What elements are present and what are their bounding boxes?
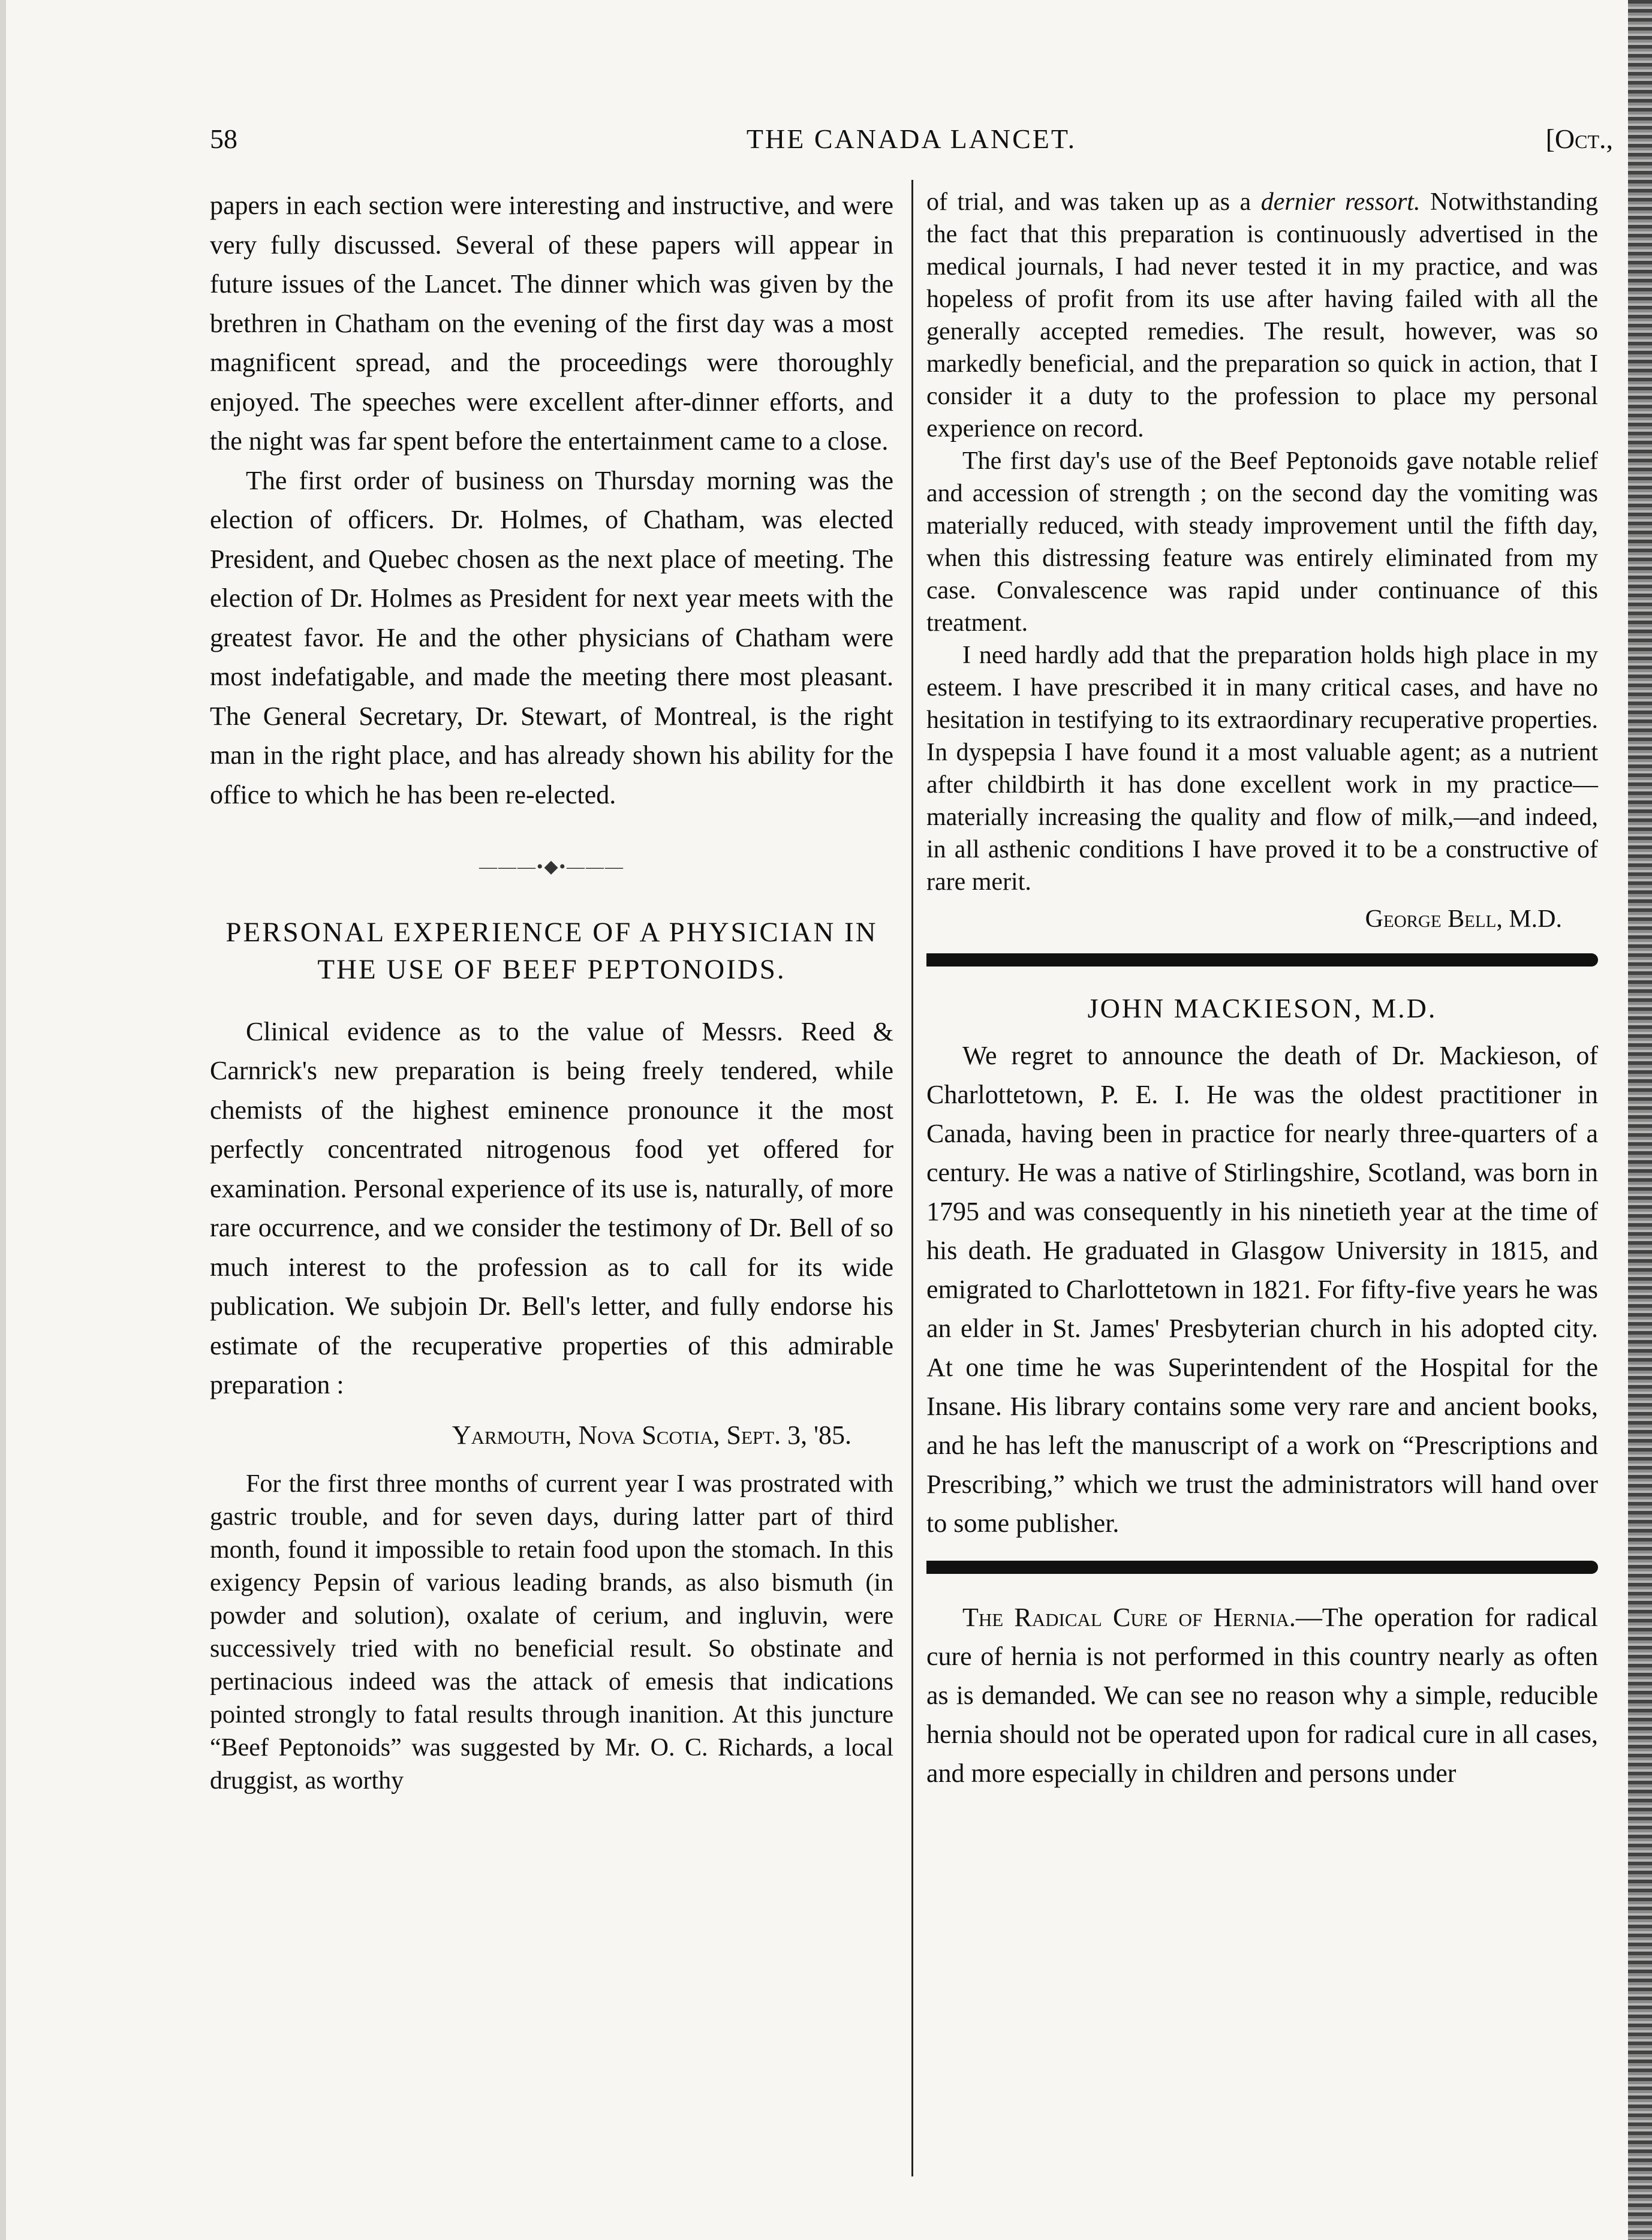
right-column — [926, 186, 1598, 1793]
issue-month: [Oct., — [1545, 124, 1613, 154]
letter-signature: George Bell, M.D. — [1365, 905, 1562, 933]
running-header — [210, 123, 1613, 165]
run-in-heading: The Radical Cure of Hernia. — [962, 1603, 1296, 1632]
letter-paragraph — [926, 186, 1598, 445]
thick-rule — [926, 953, 1598, 967]
article-heading: PERSONAL EXPERIENCE OF A PHYSICIAN IN THE USE OF BEEF PEPTONOIDS. — [225, 916, 878, 985]
letter-paragraph: The first day's use of the Beef Peptonoids gave notable relief and accession of strength ; on the second day the vomiting was materially reduced, with steady improvement until the fifth day, when this distressing feature was entirely eliminated from my case. Convalescence was rapid under continuance of this treatment. — [926, 447, 1598, 637]
journal-title: THE CANADA LANCET. — [746, 124, 1077, 154]
letter-paragraph: For the first three months of current year I was prostrated with gastric trouble, and for seven days, during latter part of third month, found it impossible to retain food upon the stomach. In this exigency Pepsin of various leading brands, as also bismuth (in powder and solution), oxalate of cerium, and ingluvin, were successively tried with no beneficial result. So obstinate and pertinacious indeed was the attack of emesis that indications pointed strongly to fatal results through inanition. At this juncture “Beef Peptonoids” was suggested by Mr. O. C. Richards, a local druggist, as worthy — [210, 1470, 893, 1795]
left-column — [210, 186, 893, 1798]
paragraph: Clinical evidence as to the value of Messrs. Reed & Carnrick's new preparation is being freely tendered, while chemists of the highest eminence pronounce it the most perfectly concentrated nitrogenous food yet offered for examination. Personal experience of its use is, naturally, of more rare occurrence, and we consider the testimony of Dr. Bell of so much interest to the profession as to call for its wide publication. We subjoin Dr. Bell's letter, and fully endorse his estimate of the recuperative properties of this admirable preparation : — [210, 1016, 893, 1399]
paragraph: The first order of business on Thursday morning was the election of officers. Dr. Holmes, of Chatham, was elected President, and Quebec chosen as the next place of meeting. The election of Dr. Holmes as President for next year meets with the greatest favor. He and the other physicians of Chatham were most indefatigable, and made the meeting there most pleasant. The General Secretary, Dr. Stewart, of Montreal, is the right man in the right place, and has already shown his ability for the office to which he has been re-elected. — [210, 465, 893, 809]
text-run: Notwithstanding the fact that this preparation is continuously advertised in the medical journals, I had never tested it in my practice, and was hopeless of profit from its use after having failed with all the generally accepted remedies. The result, however, was so markedly beneficial, and the preparation so quick in action, that I consider it a duty to the profession to place my personal experience on record. — [926, 188, 1598, 442]
text-run: —The operation for radical cure of hernia is not performed in this country nearly as often as is demanded. We can see no reason why a simple, reducible hernia should not be operated upon for radical cure in all cases, and more especially in children and persons under — [926, 1603, 1599, 1788]
column-divider — [911, 180, 913, 2176]
paragraph: papers in each section were interesting and instructive, and were very fully discussed. Several of these papers will appear in future issues of the Lancet. The dinner which was given by the brethren in Chatham on the evening of the first day was a most magnificent spread, and the proceedings were thoroughly enjoyed. The speeches were excellent after-dinner efforts, and the night was far spent before the entertainment came to a close. — [210, 191, 893, 456]
article-paragraph — [926, 1598, 1598, 1793]
letter-paragraph: I need hardly add that the preparation holds high place in my esteem. I have prescribed it in many critical cases, and have no hesitation in testifying to its extraordinary recuperative properties. In dyspepsia I have found it a most valuable agent; as a nutrient after childbirth it has done excellent work in my practice—materially increasing the quality and flow of milk,—and indeed, in all asthenic conditions I have proved it to be a constructive of rare merit. — [926, 642, 1598, 896]
obituary-paragraph: We regret to announce the death of Dr. Mackieson, of Charlottetown, P. E. I. He was the oldest practitioner in Canada, having been in practice for nearly three-quarters of a century. He was a native of Stirlingshire, Scotland, was born in 1795 and was consequently in his ninetieth year at the time of his death. He graduated in Glasgow University in 1815, and emigrated to Charlottetown in 1821. For fifty-five years he was an elder in St. James' Presbyterian church in his adopted city. At one time he was Superintendent of the Hospital for the Insane. His library contains some very rare and ancient books, and he has left the manuscript of a work on “Prescriptions and Prescribing,” which we trust the administrators will hand over to some publisher. — [926, 1041, 1598, 1538]
text-run: of trial, and was taken up as a — [926, 188, 1261, 216]
obituary-heading: JOHN MACKIESON, M.D. — [1087, 993, 1437, 1023]
italic-phrase: dernier ressort. — [1260, 188, 1421, 216]
letter-dateline: Yarmouth, Nova Scotia, Sept. 3, '85. — [452, 1420, 851, 1450]
page-number: 58 — [210, 124, 237, 154]
section-ornament: ———•◆•——— — [479, 857, 625, 877]
thick-rule — [926, 1561, 1598, 1574]
page-binding-edge — [1628, 0, 1652, 2240]
page-left-edge — [0, 0, 6, 2240]
